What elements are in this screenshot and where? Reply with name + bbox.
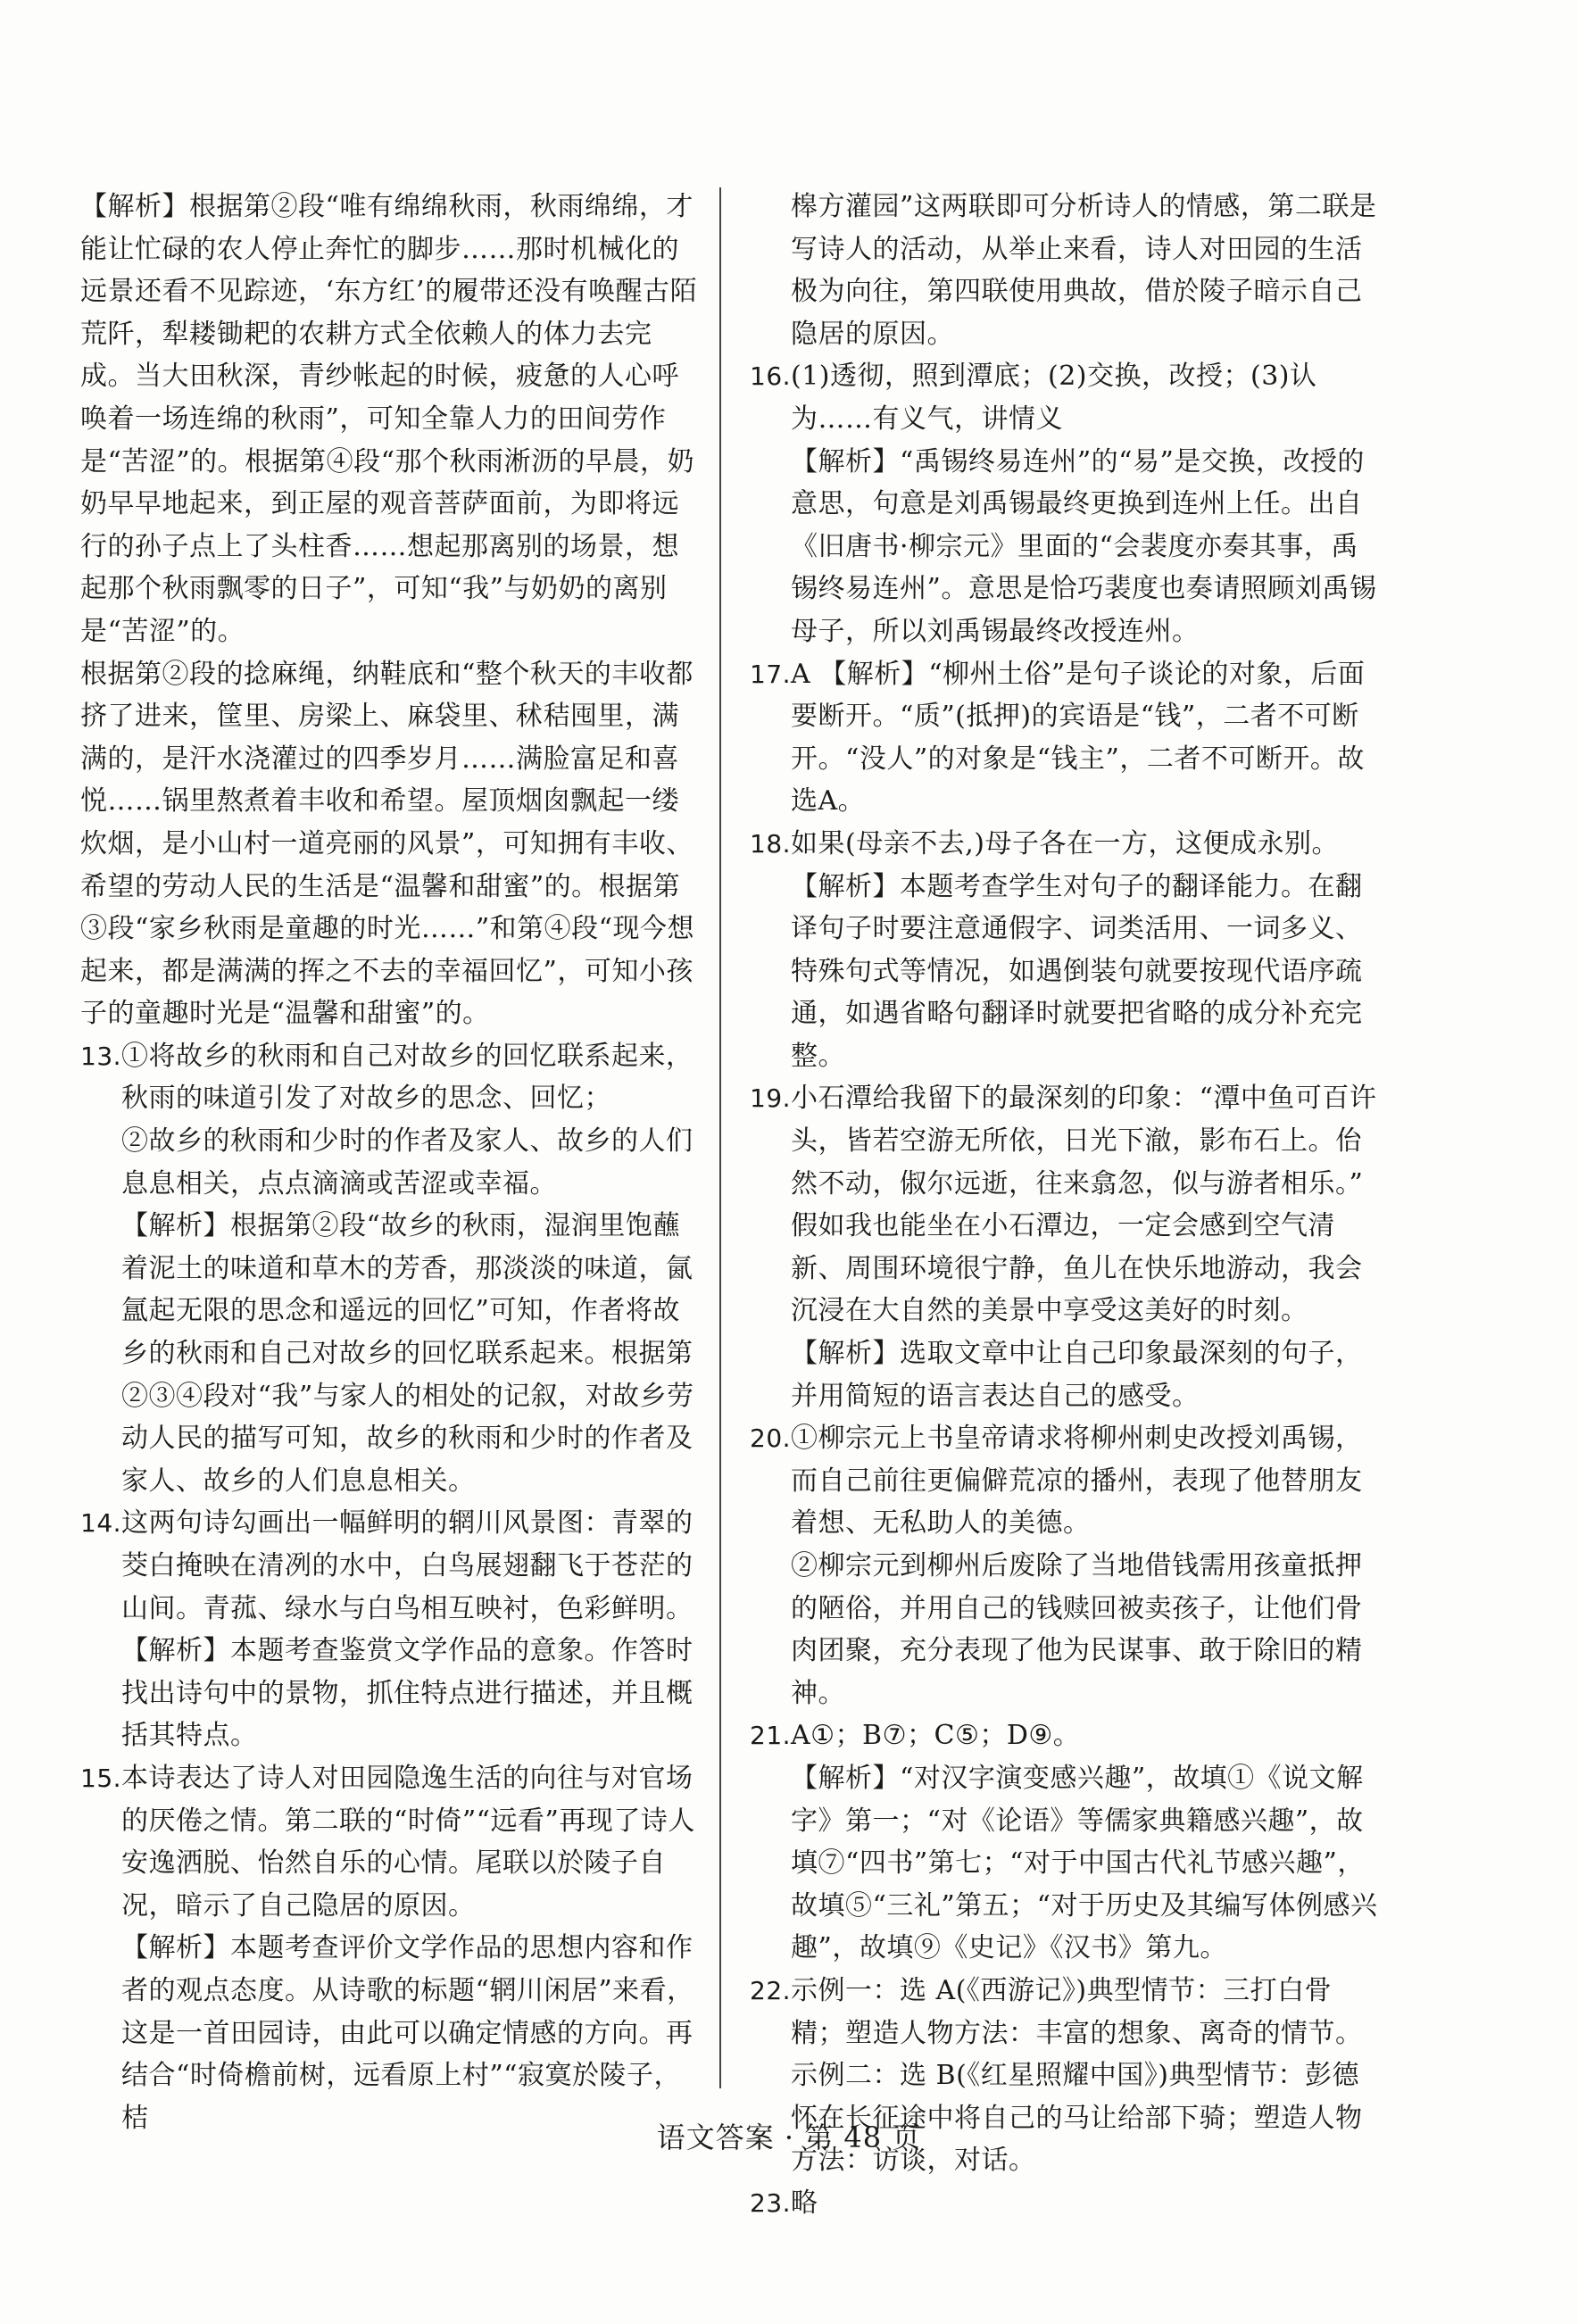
- question-17: [750, 653, 1383, 823]
- analysis-text: 【解析】选取文章中让自己印象最深刻的句子，并用简短的语言表达自己的感受。: [791, 1338, 1363, 1412]
- question-number: 17.: [750, 659, 792, 689]
- answer-text: ①柳宗元上书皇帝请求将柳州刺史改授刘禹锡，而自己前往更偏僻荒凉的播州，表现了他替朋友着想、无私助人的美德。: [791, 1423, 1363, 1540]
- page-footer: 语文答案 · 第 48 页: [656, 2121, 922, 2154]
- answer-text: 这两句诗勾画出一幅鲜明的辋川风景图：青翠的茭白掩映在清冽的水中，白鸟展翅翻飞于苍茫的山间。青菰、绿水与白鸟相互映衬，色彩鲜明。: [121, 1507, 693, 1624]
- question-number: 20.: [750, 1423, 792, 1454]
- analysis-text: 【解析】本题考查学生对句子的翻译能力。在翻译句子时要注意通假字、词类活用、一词多义、特殊句式等情况，如遇倒装句就要按现代语序疏通，如遇省略句翻译时就要把省略的成分补充完整。: [791, 870, 1363, 1072]
- question-16: [750, 355, 1383, 652]
- question-13: [80, 1035, 705, 1503]
- answer-text: ②柳宗元到柳州后废除了当地借钱需用孩童抵押的陋俗，并用自己的钱赎回被卖孩子，让他们骨肉团聚，充分表现了他为民谋事、敢于除旧的精神。: [791, 1550, 1363, 1709]
- question-number: 19.: [750, 1083, 792, 1114]
- question-21: [750, 1714, 1383, 1970]
- question-number: 22.: [750, 1975, 792, 2005]
- answer-text: 如果(母亲不去,)母子各在一方，这便成永别。: [791, 827, 1339, 859]
- question-19: [750, 1077, 1383, 1417]
- question-number: 14.: [80, 1508, 122, 1539]
- answer-text: ①将故乡的秋雨和自己对故乡的回忆联系起来，秋雨的味道引发了对故乡的思念、回忆；: [121, 1040, 693, 1115]
- left-column: [80, 186, 705, 2139]
- column-divider: [719, 187, 721, 2088]
- question-number: 16.: [750, 361, 792, 392]
- analysis-text: 【解析】本题考查评价文学作品的思想内容和作者的观点态度。从诗歌的标题“辋川闲居”来看，这是一首田园诗，由此可以确定情感的方向。再结合“时倚檐前树，远看原上村”“寂寞於陵子，桔: [121, 1932, 694, 2134]
- question-18: [750, 823, 1383, 1078]
- analysis-text: 【解析】“对汉字演变感兴趣”，故填①《说文解字》第一；“对《论语》等儒家典籍感兴趣”，故填⑦“四书”第七；“对于中国古代礼节感兴趣”，故填⑤“三礼”第五；“对于历史及其编写体例感兴趣”，故填⑨《史记》《汉书》第九。: [791, 1762, 1378, 1964]
- answer-text: 假如我也能坐在小石潭边，一定会感到空气清新、周围环境很宁静，鱼儿在快乐地游动，我会沉浸在大自然的美景中享受这美好的时刻。: [791, 1210, 1363, 1327]
- question-23: [750, 2182, 1383, 2225]
- analysis-text: 【解析】本题考查鉴赏文学作品的意象。作答时找出诗句中的景物，抓住特点进行描述，并且概括其特点。: [121, 1635, 693, 1752]
- answer-text: A 【解析】“柳州土俗”是句子谈论的对象，后面要断开。“质”(抵押)的宾语是“钱”，二者不可断开。“没人”的对象是“钱主”，二者不可断开。故选A。: [791, 658, 1366, 818]
- question-number: 23.: [750, 2187, 792, 2218]
- answer-text: 略: [791, 2187, 818, 2219]
- question-number: 21.: [750, 1721, 792, 1751]
- question-20: [750, 1417, 1383, 1714]
- answer-text: 示例二：选 B(《红星照耀中国》)典型情节：彭德怀在长征途中将自己的马让给部下骑；塑造人物方法：访谈，对话。: [791, 2060, 1363, 2177]
- question-number: 15.: [80, 1763, 122, 1793]
- question-number: 13.: [80, 1041, 122, 1071]
- question-15-continued: 槔方灌园”这两联即可分析诗人的情感，第二联是写诗人的活动，从举止来看，诗人对田园的生活极为向往，第四联使用典故，借於陵子暗示自己隐居的原因。: [791, 191, 1377, 350]
- answer-text: A①；B⑦；C⑤；D⑨。: [791, 1720, 1081, 1752]
- answer-text: 本诗表达了诗人对田园隐逸生活的向往与对官场的厌倦之情。第二联的“时倚”“远看”再现了诗人安逸洒脱、怡然自乐的心情。尾联以於陵子自况，暗示了自己隐居的原因。: [121, 1762, 695, 1921]
- answer-text: (1)透彻，照到潭底；(2)交换，改授；(3)认为……有义气，讲情义: [791, 361, 1317, 435]
- answer-text: ②故乡的秋雨和少时的作者及家人、故乡的人们息息相关，点点滴滴或苦涩或幸福。: [121, 1125, 693, 1199]
- analysis-paragraph-12-part2: 根据第②段的捻麻绳，纳鞋底和“整个秋天的丰收都挤了进来，筐里、房梁上、麻袋里、秫秸囤里，满满的，是汗水浇灌过的四季岁月……满脸富足和喜悦……锅里熬煮着丰收和希望。屋顶烟囱飘起一缕炊烟，是小山村一道亮丽的风景”，可知拥有丰收、希望的劳动人民的生活是“温馨和甜蜜”的。根据第③段“家乡秋雨是童趣的时光……”和第④段“现今想起来，都是满满的挥之不去的幸福回忆”，可知小孩子的童趣时光是“温馨和甜蜜”的。: [80, 658, 695, 1030]
- analysis-text: 【解析】根据第②段“故乡的秋雨，湿润里饱蘸着泥土的味道和草木的芳香，那淡淡的味道，氤氲起无限的思念和遥远的回忆”可知，作者将故乡的秋雨和自己对故乡的回忆联系起来。根据第②③④段对“我”与家人的相处的记叙，对故乡劳动人民的描写可知，故乡的秋雨和少时的作者及家人、故乡的人们息息相关。: [121, 1210, 694, 1497]
- right-column: [750, 186, 1383, 2225]
- question-15: [80, 1757, 705, 2139]
- question-number: 18.: [750, 828, 792, 859]
- analysis-text: 【解析】“禹锡终易连州”的“易”是交换，改授的意思，句意是刘禹锡最终更换到连州上任。出自《旧唐书·柳宗元》里面的“会裴度亦奏其事，禹锡终易连州”。意思是恰巧裴度也奏请照顾刘禹锡母子，所以刘禹锡最终改授连州。: [791, 445, 1377, 647]
- answer-text: 小石潭给我留下的最深刻的印象：“潭中鱼可百许头，皆若空游无所依，日光下澈，影布石上。佁然不动，俶尔远逝，往来翕忽，似与游者相乐。”: [791, 1083, 1377, 1199]
- question-14: [80, 1502, 705, 1757]
- analysis-paragraph-12-part1: 【解析】根据第②段“唯有绵绵秋雨，秋雨绵绵，才能让忙碌的农人停止奔忙的脚步……那时机械化的远景还看不见踪迹，‘东方红’的履带还没有唤醒古陌荒阡，犁耧锄耙的农耕方式全依赖人的体力去完成。当大田秋深，青纱帐起的时候，疲惫的人心呼唤着一场连绵的秋雨”，可知全靠人力的田间劳作是“苦涩”的。根据第④段“那个秋雨淅沥的早晨，奶奶早早地起来，到正屋的观音菩萨面前，为即将远行的孙子点上了头柱香……想起那离别的场景，想起那个秋雨飘零的日子”，可知“我”与奶奶的离别是“苦涩”的。: [80, 191, 698, 647]
- answer-text: 示例一：选 A(《西游记》)典型情节：三打白骨精；塑造人物方法：丰富的想象、离奇的情节。: [791, 1974, 1363, 2049]
